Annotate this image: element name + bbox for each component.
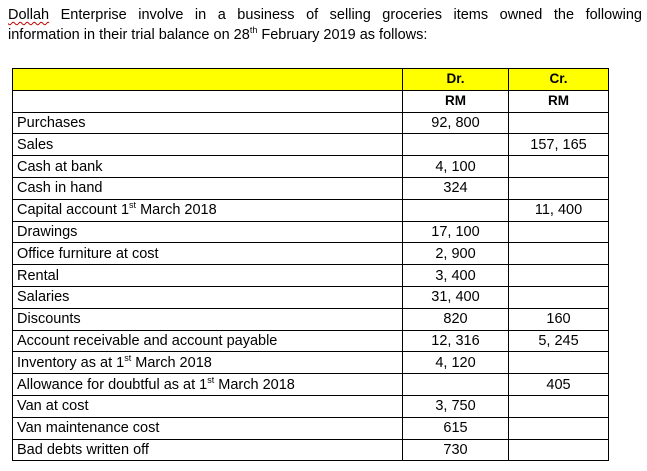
debit-amount: 31, 400 (403, 286, 509, 308)
credit-amount (509, 112, 609, 134)
misspelled-word[interactable]: Dollah (8, 7, 50, 23)
table-row (13, 112, 609, 134)
debit-amount (403, 199, 509, 221)
account-name: Van at cost (13, 395, 403, 417)
credit-amount (509, 395, 609, 417)
header-cr: Cr. (509, 69, 609, 91)
table-row (13, 330, 609, 352)
credit-amount (509, 352, 609, 374)
table-row (13, 308, 609, 330)
header-dr-currency: RM (403, 90, 509, 112)
table-row (13, 221, 609, 243)
table-row (13, 243, 609, 265)
debit-amount: 4, 100 (403, 156, 509, 178)
intro-line-1-text: Enterprise involve in a business of selling groceries items owned the following (60, 7, 642, 23)
credit-amount (509, 221, 609, 243)
table-row (13, 374, 609, 396)
intro-line-1 (8, 5, 642, 25)
debit-amount: 17, 100 (403, 221, 509, 243)
credit-amount: 5, 245 (509, 330, 609, 352)
debit-amount: 3, 750 (403, 395, 509, 417)
debit-amount: 92, 800 (403, 112, 509, 134)
credit-amount (509, 243, 609, 265)
credit-amount (509, 439, 609, 461)
debit-amount: 615 (403, 417, 509, 439)
account-name: Van maintenance cost (13, 417, 403, 439)
account-name: Office furniture at cost (13, 243, 403, 265)
account-name: Cash in hand (13, 177, 403, 199)
account-name: Discounts (13, 308, 403, 330)
account-name: Bad debts written off (13, 439, 403, 461)
credit-amount (509, 156, 609, 178)
debit-amount: 324 (403, 177, 509, 199)
trial-balance-table (12, 68, 609, 461)
credit-amount: 11, 400 (509, 199, 609, 221)
account-name: Drawings (13, 221, 403, 243)
header-row-1 (13, 69, 609, 91)
debit-amount (403, 134, 509, 156)
account-name: Sales (13, 134, 403, 156)
debit-amount: 2, 900 (403, 243, 509, 265)
table-row (13, 199, 609, 221)
credit-amount (509, 286, 609, 308)
table-row (13, 134, 609, 156)
debit-amount: 3, 400 (403, 265, 509, 287)
header-desc-cell (13, 69, 403, 91)
credit-amount: 405 (509, 374, 609, 396)
debit-amount: 12, 316 (403, 330, 509, 352)
intro-paragraph (8, 5, 642, 45)
header-cr-currency: RM (509, 90, 609, 112)
account-name: Capital account 1st March 2018 (13, 199, 403, 221)
account-name: Inventory as at 1st March 2018 (13, 352, 403, 374)
table-row (13, 156, 609, 178)
account-name: Allowance for doubtful as at 1st March 2018 (13, 374, 403, 396)
debit-amount: 820 (403, 308, 509, 330)
table-row (13, 395, 609, 417)
account-name: Account receivable and account payable (13, 330, 403, 352)
header-dr: Dr. (403, 69, 509, 91)
debit-amount: 4, 120 (403, 352, 509, 374)
debit-amount (403, 374, 509, 396)
header-row-2 (13, 90, 609, 112)
table-row (13, 286, 609, 308)
credit-amount (509, 177, 609, 199)
credit-amount: 157, 165 (509, 134, 609, 156)
account-name: Purchases (13, 112, 403, 134)
table-row (13, 417, 609, 439)
account-name: Rental (13, 265, 403, 287)
account-name: Cash at bank (13, 156, 403, 178)
table-row (13, 352, 609, 374)
credit-amount (509, 265, 609, 287)
table-row (13, 265, 609, 287)
credit-amount: 160 (509, 308, 609, 330)
table-row (13, 177, 609, 199)
credit-amount (509, 417, 609, 439)
account-name: Salaries (13, 286, 403, 308)
table-row (13, 439, 609, 461)
intro-line-2: information in their trial balance on 28th February 2019 as follows: (8, 25, 428, 43)
header-desc-cell-2 (13, 90, 403, 112)
debit-amount: 730 (403, 439, 509, 461)
